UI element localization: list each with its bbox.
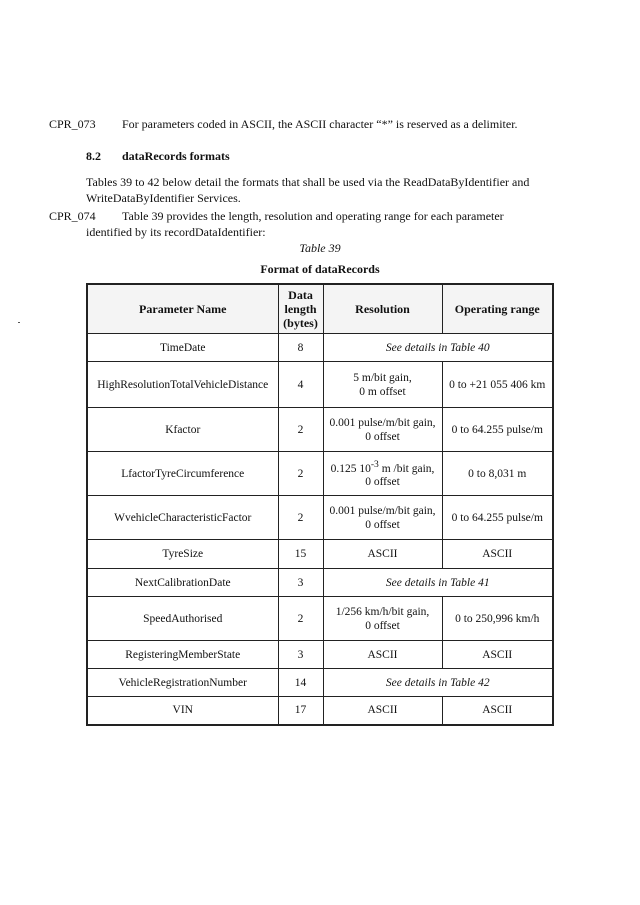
- cell-length: 4: [278, 362, 323, 408]
- cell-length: 3: [278, 569, 323, 597]
- table-number: Table 39: [299, 241, 341, 255]
- resolution-line-2: 0 offset: [365, 476, 400, 489]
- table-title: Format of dataRecords: [260, 262, 380, 276]
- cell-parameter: HighResolutionTotalVehicleDistance: [87, 362, 278, 408]
- cell-range: 0 to 8,031 m: [442, 452, 553, 496]
- cell-parameter: LfactorTyreCircumference: [87, 452, 278, 496]
- cell-resolution: [323, 408, 442, 452]
- resolution-line-1a: 0.125 10: [330, 462, 371, 475]
- table-row: [87, 452, 553, 496]
- cell-resolution: ASCII: [323, 540, 442, 569]
- cell-resolution: ASCII: [323, 697, 442, 725]
- intro-paragraph: Tables 39 to 42 below detail the formats that shall be used via the ReadDataByIdentifier and WriteDataByIdentifier Services.: [86, 175, 530, 205]
- cell-parameter: VehicleRegistrationNumber: [87, 669, 278, 697]
- resolution-line-1: 1/256 km/h/bit gain,: [335, 605, 430, 618]
- cell-range: ASCII: [442, 540, 553, 569]
- resolution-line-1: 0.001 pulse/m/bit gain,: [329, 504, 436, 517]
- cell-range: ASCII: [442, 697, 553, 725]
- cell-length: 2: [278, 452, 323, 496]
- resolution-line-1b: m /bit gain,: [378, 462, 435, 475]
- cell-resolution: [323, 452, 442, 496]
- cell-range: ASCII: [442, 641, 553, 669]
- cell-parameter: Kfactor: [87, 408, 278, 452]
- cell-see-details: See details in Table 40: [323, 334, 553, 362]
- cell-length: 2: [278, 496, 323, 540]
- cell-length: 2: [278, 408, 323, 452]
- resolution-line-1: 5 m/bit gain,: [353, 371, 412, 384]
- cell-parameter: NextCalibrationDate: [87, 569, 278, 597]
- cell-length: 17: [278, 697, 323, 725]
- cell-length: 8: [278, 334, 323, 362]
- table-row: [87, 496, 553, 540]
- cell-parameter: WvehicleCharacteristicFactor: [87, 496, 278, 540]
- cell-resolution: [323, 362, 442, 408]
- resolution-line-2: 0 m offset: [359, 385, 406, 398]
- header-resolution: Resolution: [323, 284, 442, 334]
- cell-range: 0 to 250,996 km/h: [442, 597, 553, 641]
- resolution-line-2: 0 offset: [365, 518, 400, 531]
- cell-resolution: [323, 597, 442, 641]
- cell-resolution: ASCII: [323, 641, 442, 669]
- stray-mark: [18, 322, 20, 323]
- data-records-table: [86, 283, 554, 726]
- table-row: [87, 362, 553, 408]
- cell-length: 15: [278, 540, 323, 569]
- table-row: [87, 408, 553, 452]
- table-row: [87, 569, 553, 597]
- header-data-length: Data length (bytes): [278, 284, 323, 334]
- table-row: [87, 597, 553, 641]
- cpr074-text: Table 39 provides the length, resolution and operating range for each parameter identified by its recordDataIdentifier:: [86, 209, 504, 239]
- resolution-exponent: -3: [370, 458, 379, 470]
- cell-see-details: See details in Table 42: [323, 669, 553, 697]
- cpr074-id: CPR_074: [49, 209, 96, 223]
- cell-see-details: See details in Table 41: [323, 569, 553, 597]
- header-operating-range: Operating range: [442, 284, 553, 334]
- cell-range: 0 to 64.255 pulse/m: [442, 496, 553, 540]
- cpr073-id: CPR_073: [49, 117, 96, 131]
- section-title: dataRecords formats: [122, 149, 230, 163]
- table-row: [87, 540, 553, 569]
- section-number: 8.2: [86, 149, 101, 163]
- resolution-line-1: 0.001 pulse/m/bit gain,: [329, 416, 436, 429]
- table-row: [87, 334, 553, 362]
- table-row: [87, 697, 553, 725]
- cell-range: 0 to +21 055 406 km: [442, 362, 553, 408]
- resolution-line-2: 0 offset: [365, 619, 400, 632]
- cell-parameter: TimeDate: [87, 334, 278, 362]
- table-row: [87, 669, 553, 697]
- header-parameter-name: Parameter Name: [87, 284, 278, 334]
- cpr073-text: For parameters coded in ASCII, the ASCII character “*” is reserved as a delimiter.: [122, 117, 518, 131]
- cell-parameter: SpeedAuthorised: [87, 597, 278, 641]
- table-header-row: [87, 284, 553, 334]
- cell-parameter: TyreSize: [87, 540, 278, 569]
- cell-length: 3: [278, 641, 323, 669]
- cell-length: 2: [278, 597, 323, 641]
- table-row: [87, 641, 553, 669]
- resolution-line-2: 0 offset: [365, 430, 400, 443]
- cell-resolution: [323, 496, 442, 540]
- cell-range: 0 to 64.255 pulse/m: [442, 408, 553, 452]
- cell-parameter: RegisteringMemberState: [87, 641, 278, 669]
- cell-length: 14: [278, 669, 323, 697]
- cell-parameter: VIN: [87, 697, 278, 725]
